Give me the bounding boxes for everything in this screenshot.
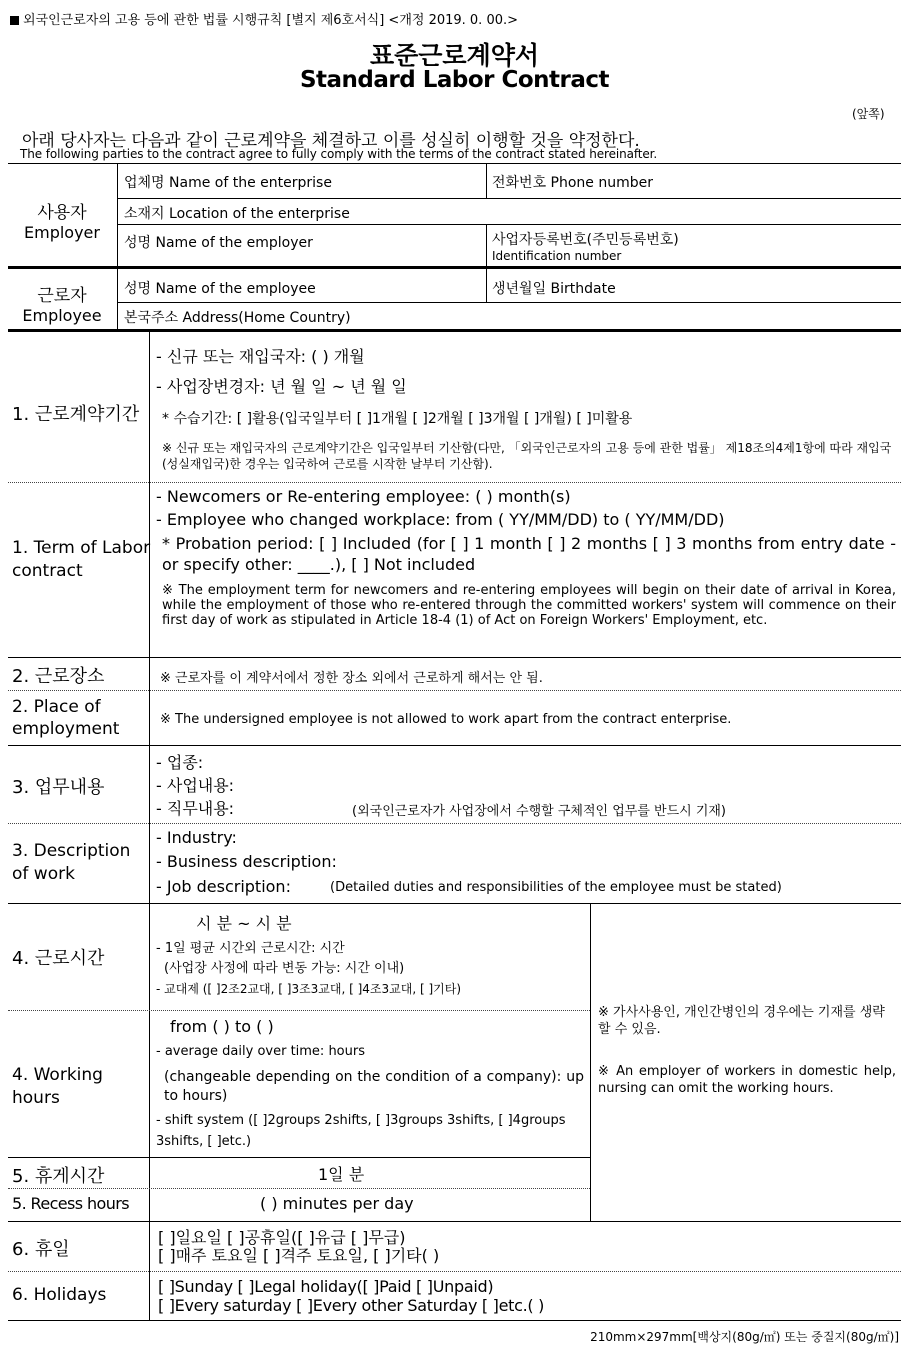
shift-system-line-en: - shift system ([ ]2groups 2shifts, [ ]3groups 3shifts, [ ]4groups 3shifts, [ ]etc.): [156, 1113, 566, 1149]
job-note-en: (Detailed duties and responsibilities of the employee must be stated): [330, 880, 782, 895]
place-note-en: ※ The undersigned employee is not allowed to work apart from the contract enterprise.: [160, 712, 732, 727]
business-line-en: - Business description:: [156, 852, 337, 871]
dotted-divider: [8, 1271, 901, 1272]
row-divider: [117, 224, 901, 225]
row-divider: [8, 1157, 590, 1158]
working-time-range-en: from ( ) to ( ): [170, 1017, 274, 1036]
dotted-divider: [8, 823, 901, 824]
employee-label-en: Employee: [22, 306, 102, 325]
row-divider: [117, 198, 901, 199]
dotted-divider: [8, 1188, 590, 1189]
term-of-contract-label-ko: 1. 근로계약기간: [12, 404, 140, 425]
working-hours-side-note-ko: ※ 가사사용인, 개인간병인의 경우에는 기재를 생략할 수 있음.: [598, 1005, 885, 1037]
term-note-ko: ※ 신규 또는 재입국자의 근로계약기간은 입국일부터 기산함(다만, 「외국인근로자의 고용 등에 관한 법률」 제18조의4제1항에 따라 재입국(성실재입국)한 경우는 입국하여 근로를 시작한 날부터 기산함).: [162, 441, 892, 471]
enterprise-location-field: 소재지 Location of the enterprise: [124, 206, 350, 222]
overtime-changeable-ko: (사업장 사정에 따라 변동 가능: 시간 이내): [164, 961, 405, 976]
employee-label-ko: 근로자: [37, 286, 87, 306]
home-address-field: 본국주소 Address(Home Country): [124, 310, 351, 326]
industry-line-en: - Industry:: [156, 828, 237, 847]
phone-number-field: 전화번호 Phone number: [492, 175, 654, 191]
probation-line-ko: * 수습기간: [ ]활용(입국일부터 [ ]1개월 [ ]2개월 [ ]3개월 [ ]개월) [ ]미활용: [162, 411, 633, 427]
employer-label: [8, 198, 116, 242]
overtime-changeable-en: (changeable depending on the condition of a company): up to hours): [164, 1069, 584, 1104]
dotted-divider: [8, 1010, 590, 1011]
recess-value-ko: 1일 분: [318, 1165, 365, 1184]
enterprise-name-field: 업체명 Name of the enterprise: [124, 175, 332, 191]
square-bullet-icon: [10, 16, 19, 25]
holidays-line1-en: [ ]Sunday [ ]Legal holiday([ ]Paid [ ]Unpaid): [158, 1277, 494, 1296]
holidays-line2-ko: [ ]매주 토요일 [ ]격주 토요일, [ ]기타( ): [158, 1246, 440, 1265]
employer-name-field: 성명 Name of the employer: [124, 235, 313, 251]
probation-line-en: * Probation period: [ ] Included (for [ ] 1 month [ ] 2 months [ ] 3 months from entry date - or specify other: ____.), [ ] Not included: [162, 534, 896, 574]
employer-label-ko: 사용자: [37, 203, 87, 223]
form-reference: [10, 9, 518, 28]
front-page-mark: (앞쪽): [852, 107, 885, 121]
form-reference-text: 외국인근로자의 고용 등에 관한 법률 시행규칙 [별지 제6호서식] <개정 2019. 0. 00.>: [23, 13, 519, 28]
table-bottom-border: [8, 1320, 901, 1321]
row-divider: [8, 657, 901, 658]
industry-line-ko: - 업종:: [156, 753, 204, 772]
section-divider-thick: [8, 266, 901, 269]
title-english: Standard Labor Contract: [299, 67, 610, 93]
col-divider: [486, 269, 487, 302]
title-korean: 표준근로계약서: [369, 41, 540, 70]
paper-spec-footer: 210mm×297mm[백상지(80g/㎡) 또는 중질지(80g/㎡)]: [590, 1330, 899, 1344]
term-of-contract-label-en: 1. Term of Labor contract: [12, 538, 151, 581]
col-divider: [117, 164, 118, 330]
identification-number-label-ko: 사업자등록번호(주민등록번호): [492, 232, 679, 248]
section-divider-thick: [8, 329, 901, 332]
working-hours-side-note-en: ※ An employer of workers in domestic help, nursing can omit the working hours.: [598, 1064, 896, 1096]
term-newcomer-line-ko: - 신규 또는 재입국자: ( ) 개월: [156, 347, 365, 366]
description-of-work-label-ko: 3. 업무내용: [12, 777, 105, 798]
recess-hours-label-ko: 5. 휴게시간: [12, 1166, 105, 1187]
dotted-divider: [8, 690, 901, 691]
row-divider: [8, 1221, 901, 1222]
business-line-ko: - 사업내용:: [156, 776, 235, 795]
employer-label-en: Employer: [24, 223, 100, 242]
birthdate-field: 생년월일 Birthdate: [492, 281, 616, 297]
working-hours-label-ko: 4. 근로시간: [12, 948, 105, 969]
holidays-line2-en: [ ]Every saturday [ ]Every other Saturday [ ]etc.( ): [158, 1296, 545, 1315]
term-changed-workplace-line-ko: - 사업장변경자: 년 월 일 ~ 년 월 일: [156, 377, 407, 396]
overtime-line-ko: - 1일 평균 시간외 근로시간: 시간: [156, 941, 345, 956]
shift-system-line-ko: - 교대제 ([ ]2조2교대, [ ]3조3교대, [ ]4조3교대, [ ]기타): [156, 982, 462, 996]
term-newcomer-line-en: - Newcomers or Re-entering employee: ( ) month(s): [156, 487, 571, 506]
holidays-line1-ko: [ ]일요일 [ ]공휴일([ ]유급 [ ]무급): [158, 1228, 406, 1247]
row-divider: [117, 302, 901, 303]
working-hours-label-en: 4. Working hours: [12, 1065, 103, 1108]
identification-number-field: [492, 229, 679, 263]
identification-number-label-en: Identification number: [492, 249, 622, 263]
holidays-label-ko: 6. 휴일: [12, 1239, 70, 1260]
overtime-line-en: - average daily over time: hours: [156, 1044, 365, 1059]
dotted-divider: [8, 482, 901, 483]
holidays-label-en: 6. Holidays: [12, 1285, 107, 1305]
job-note-ko: (외국인근로자가 사업장에서 수행할 구체적인 업무를 반드시 기재): [352, 804, 727, 819]
employee-label: [8, 281, 116, 325]
term-changed-workplace-line-en: - Employee who changed workplace: from ( YY/MM/DD) to ( YY/MM/DD): [156, 510, 725, 529]
job-line-en: - Job description:: [156, 877, 291, 896]
intro-english: The following parties to the contract agree to fully comply with the terms of the contract stated hereinafter.: [20, 147, 658, 161]
employee-name-field: 성명 Name of the employee: [124, 281, 316, 297]
recess-hours-label-en: 5. Recess hours: [12, 1194, 129, 1213]
term-note-en: ※ The employment term for newcomers and re-entering employees will begin on their date of arrival in Korea, while the employment of those who re-entered through the committed workers' system will commence on their first day of work as stipulated in Article 18-4 (1) of Act on Foreign Workers' Employment, etc.: [162, 583, 896, 628]
place-of-employment-label-en: 2. Place of employment: [12, 697, 120, 739]
col-divider: [486, 224, 487, 266]
row-divider: [8, 903, 901, 904]
side-note-column-divider: [590, 904, 591, 1221]
recess-value-en: ( ) minutes per day: [260, 1194, 414, 1213]
table-top-border: [8, 163, 901, 164]
working-time-range-ko: 시 분 ~ 시 분: [196, 914, 292, 933]
job-line-ko: - 직무내용:: [156, 799, 235, 818]
place-of-employment-label-ko: 2. 근로장소: [12, 666, 105, 687]
col-divider: [486, 164, 487, 198]
place-note-ko: ※ 근로자를 이 계약서에서 정한 장소 외에서 근로하게 해서는 안 됨.: [160, 671, 543, 686]
description-of-work-label-en: 3. Description of work: [12, 841, 131, 884]
intro-korean: 아래 당사자는 다음과 같이 근로계약을 체결하고 이를 성실히 이행할 것을 약정한다.: [22, 131, 640, 151]
row-divider: [8, 745, 901, 746]
